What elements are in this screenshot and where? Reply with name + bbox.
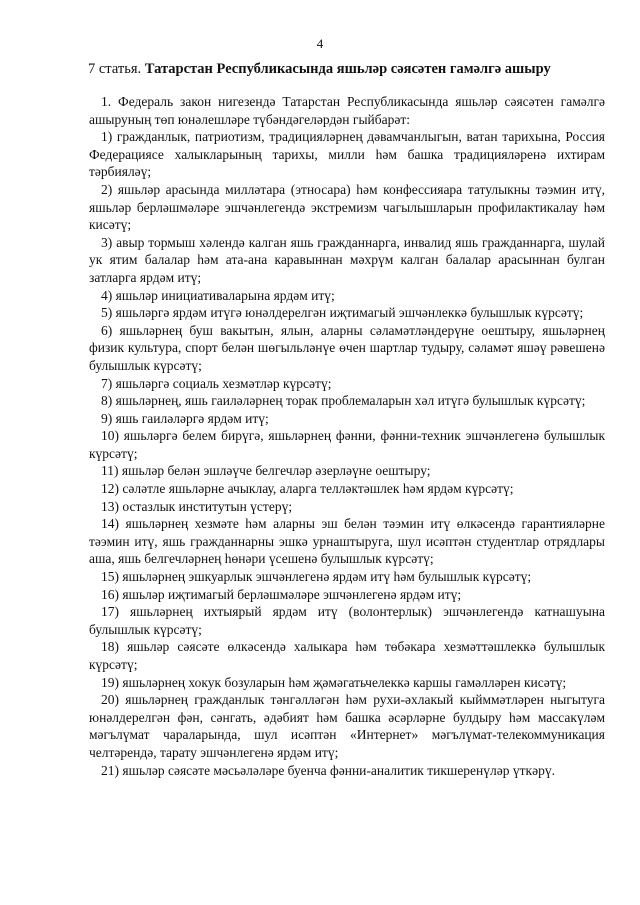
- list-item-2: 2) яшьләр арасында милләтара (этносара) һәм конфессияара татулыкны тәэмин итү, яшьләр берләшмәләре эшчәнлегендә экстремизм чагылышларын профилактикалау һәм кисәтү;: [89, 181, 605, 233]
- list-item-3: 3) авыр тормыш хәлендә калган яшь гражданнарга, инвалид яшь гражданнарга, шулай ук ятим балалар һәм ата-ана каравыннан мәхрүм калган балалар арасыннан булган затларга ярдәм итү;: [89, 234, 605, 285]
- list-item-17: 17) яшьләрнең ихтыярый ярдәм итү (волонтерлык) эшчәнлегендә катнашуына булышлык күрсәтү;: [89, 604, 605, 637]
- list-item-15: 15) яшьләрнең эшкуарлык эшчәнлегенә ярдәм итү һәм булышлык күрсәтү;: [101, 569, 532, 585]
- list-item-4: 4) яшьләр инициативаларына ярдәм итү;: [101, 287, 335, 303]
- list-item-1: 1) гражданлык, патриотизм, традицияләрнең дәвамчанлыгын, ватан тарихына, Россия Федерациясе халыкларының тарихы, милли һәм башка традицияләренә ихтирам тәрбияләү;: [89, 129, 605, 180]
- list-item-8: 8) яшьләрнең, яшь гаиләләрнең торак проблемаларын хәл итүгә булышлык күрсәтү;: [101, 393, 586, 409]
- article-body: [89, 93, 605, 779]
- article-title: Татарстан Республикасында яшьләр сәясәтен гамәлгә ашыру: [144, 61, 551, 77]
- list-item-14: 14) яшьләрнең хезмәте һәм аларны эш белән тәэмин итү өлкәсендә гарантияләрне тәэмин итү, яшь гражданнарны эшкә урнаштыруга, шул исәптән студентлар отрядлары аша, яшь белгечләрнең һөнәри үсешенә булышлык күрсәтү;: [89, 516, 605, 567]
- list-item-12: 12) сәләтле яшьләрне ачыклау, аларга телләктәшлек һәм ярдәм күрсәтү;: [101, 481, 514, 497]
- list-item-7: 7) яшьләргә социаль хезмәтләр күрсәтү;: [101, 375, 332, 391]
- list-item-19: 19) яшьләрнең хокук бозуларын һәм җәмәгатьчелеккә каршы гамәлләрен кисәтү;: [101, 674, 567, 690]
- page-number: 4: [316, 36, 324, 51]
- article-heading: [88, 61, 618, 78]
- list-item-6: 6) яшьләрнең буш вакытын, ялын, аларны сәламәтләндерүне оештыру, яшьләрнең физик культура, спорт белән шөгыльләнүе өчен шартлар тудыру, сәламәт яшәү рәвешенә булышлык күрсәтү;: [89, 322, 605, 373]
- list-item-10: 10) яшьләргә белем бирүгә, яшьләрнең фәнни, фәнни-техник эшчәнлегенә булышлык күрсәтү;: [89, 428, 605, 461]
- list-item-9: 9) яшь гаиләләргә ярдәм итү;: [101, 410, 269, 426]
- article-number: 7 статья.: [88, 61, 142, 77]
- list-item-20: 20) яшьләрнең гражданлык тәнгәлләгән һәм рухи-әхлакый кыйммәтләрен ныгытуга юнәлдерелгән фән, сәнгать, әдәбият һәм башка әсәрләрне булдыру һәм массакүләм мәгълүмат чараларында, шул исәптән «Интернет» мәгълүмат-телекоммуникация челтәрендә, тарату эшчәнлегенә ярдәм итү;: [89, 692, 605, 760]
- list-item-5: 5) яшьләргә ярдәм итүгә юнәлдерелгән иҗтимагый эшчәнлеккә булышлык күрсәтү;: [101, 305, 584, 321]
- list-item-13: 13) остазлык институтын үстерү;: [101, 498, 293, 514]
- list-item-21: 21) яшьләр сәясәте мәсьәләләре буенча фәнни-аналитик тикшеренүләр үткәрү.: [101, 762, 555, 778]
- list-item-11: 11) яшьләр белән эшләүче белгечләр әзерләүне оештыру;: [101, 463, 431, 479]
- list-item-18: 18) яшьләр сәясәте өлкәсендә халыкара һәм төбәкара хезмәттәшлеккә булышлык күрсәтү;: [89, 639, 605, 672]
- intro-paragraph: 1. Федераль закон нигезендә Татарстан Республикасында яшьләр сәясәтен гамәлгә ашыруның төп юнәлешләре түбәндәгеләрдән гыйбарәт:: [89, 94, 605, 127]
- list-item-16: 16) яшьләр иҗтимагый берләшмәләре эшчәнлегенә ярдәм итү;: [101, 586, 462, 602]
